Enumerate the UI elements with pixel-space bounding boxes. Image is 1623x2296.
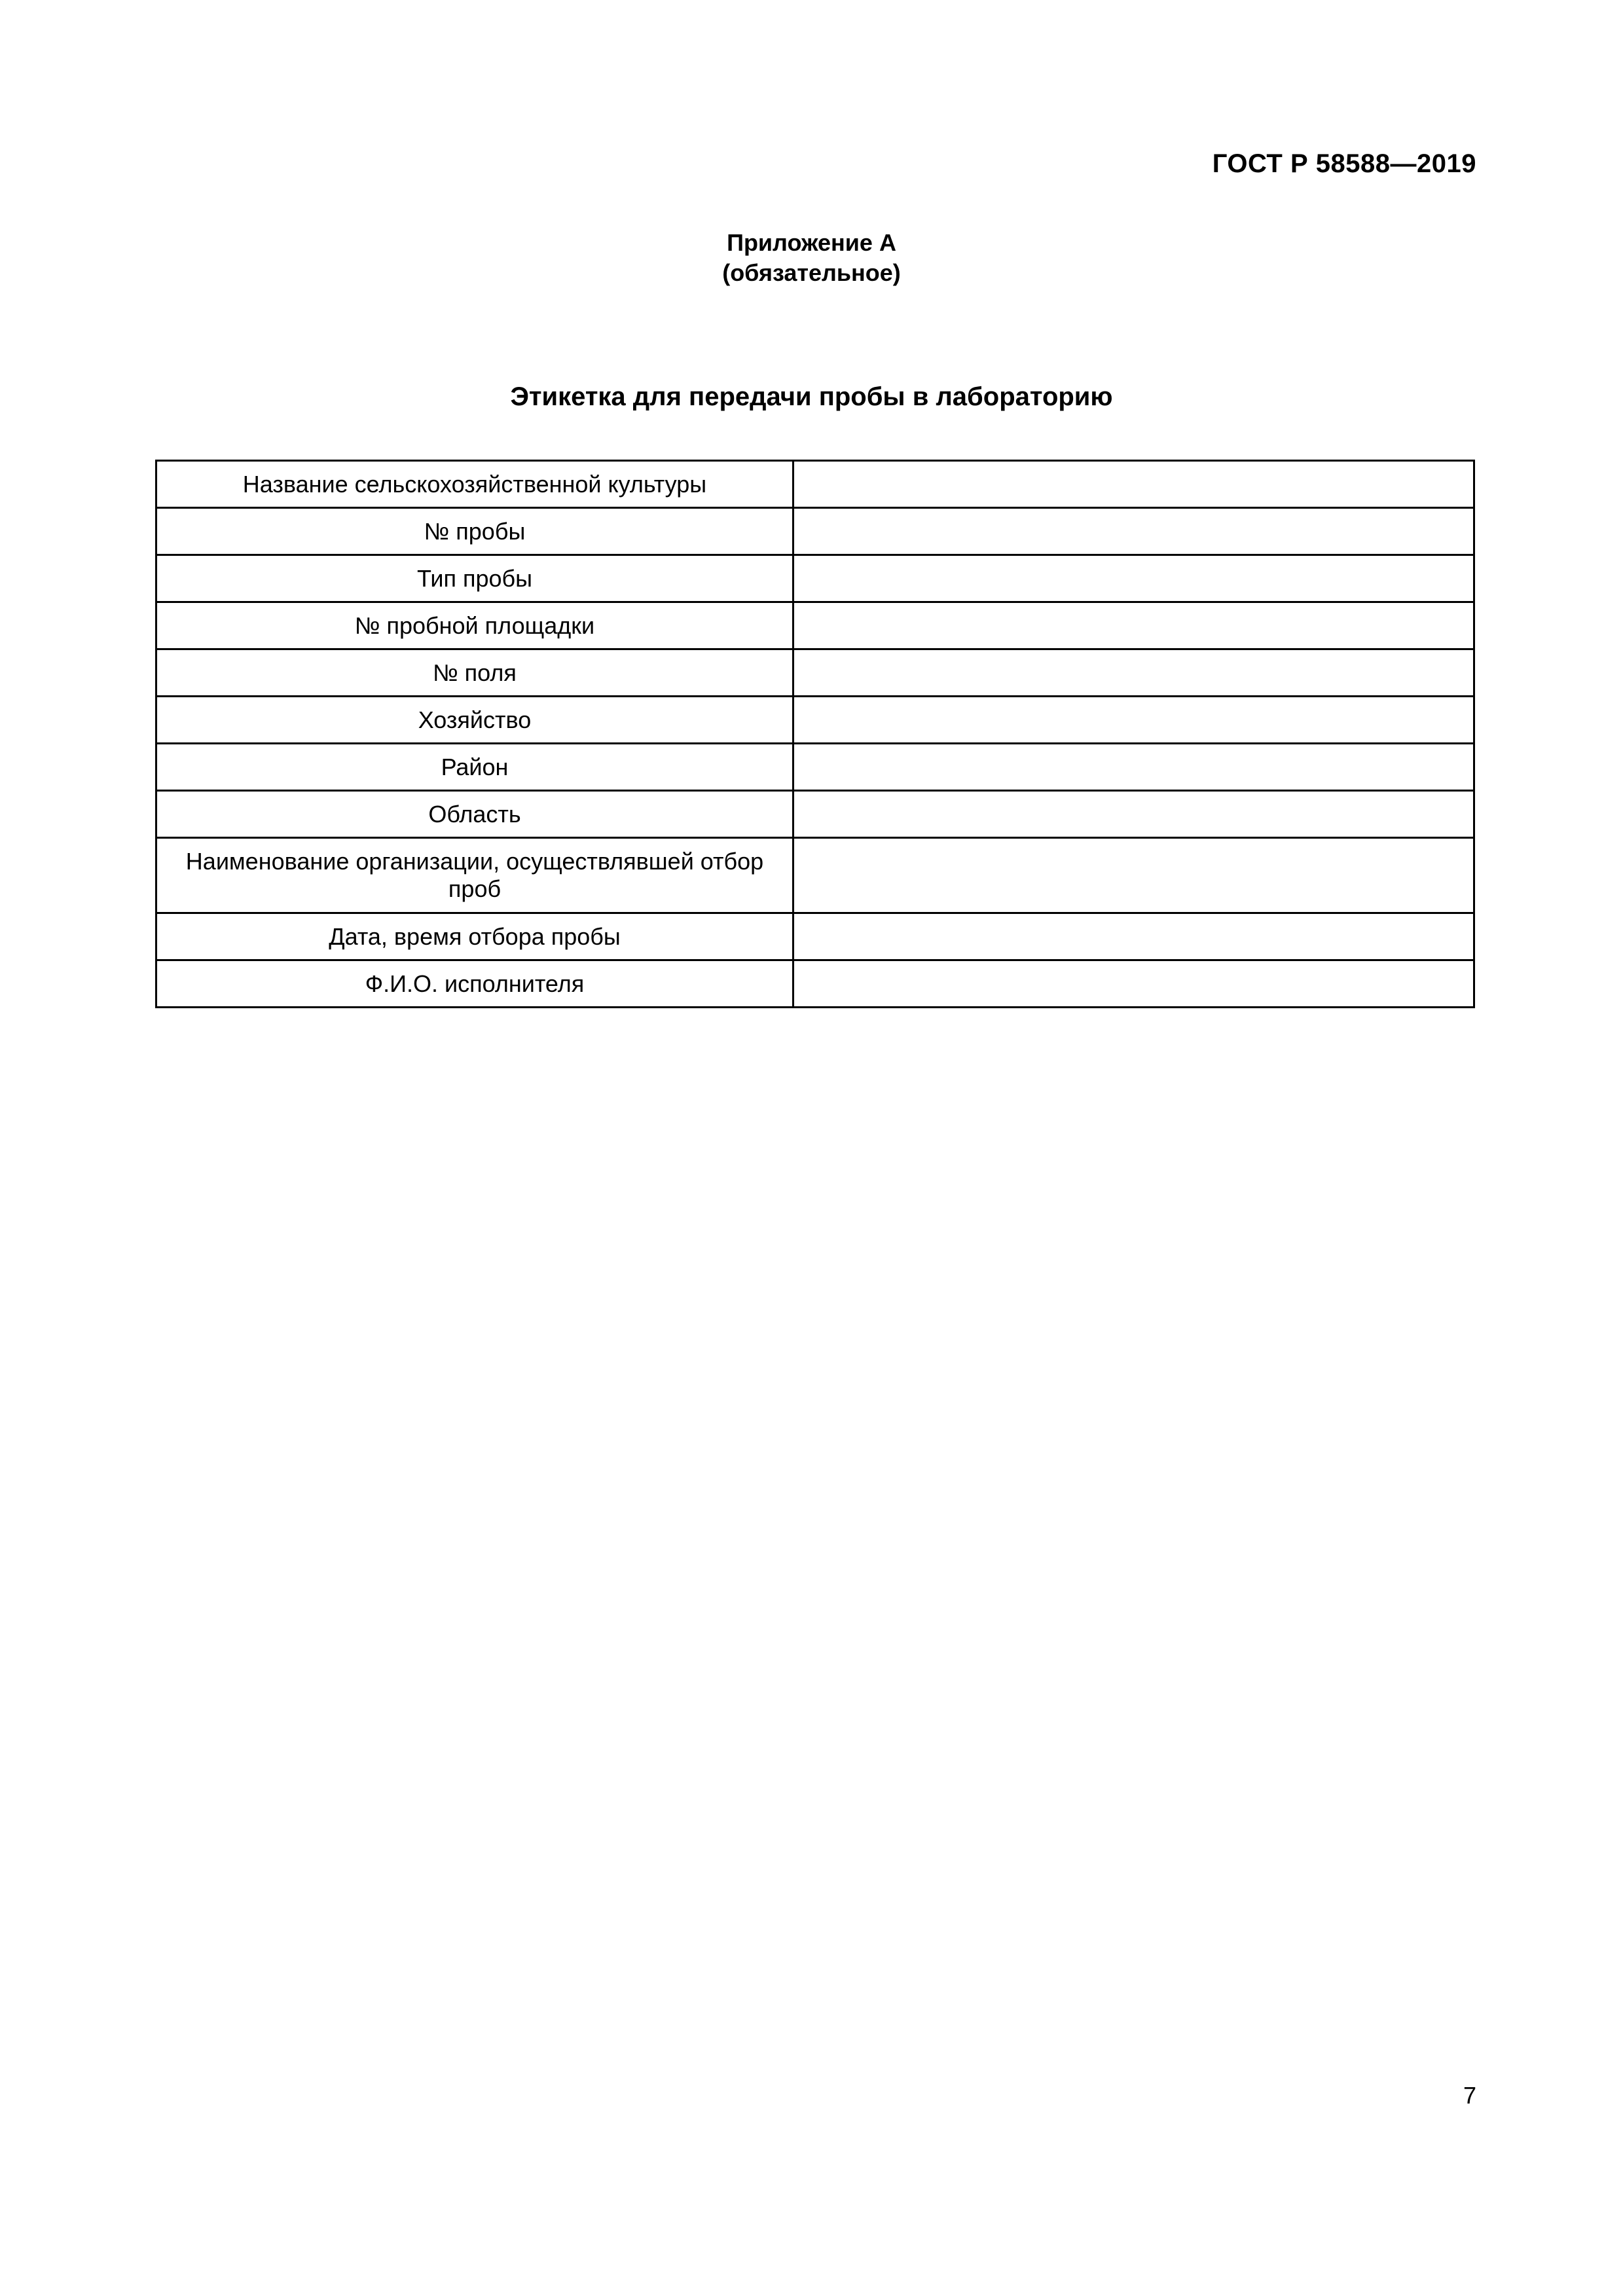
label-title: Этикетка для передачи пробы в лабораторию — [510, 382, 1113, 411]
table-row — [156, 555, 1474, 602]
field-value-cell — [793, 555, 1474, 602]
field-value-cell — [793, 697, 1474, 744]
field-value-cell — [793, 960, 1474, 1008]
table-row — [156, 508, 1474, 555]
field-name-cell: Наименование организации, осуществлявшей отбор проб — [156, 838, 793, 913]
sample-label-table — [155, 460, 1475, 1008]
table-row — [156, 649, 1474, 697]
field-value-cell — [793, 838, 1474, 913]
field-name-cell: Название сельскохозяйственной культуры — [156, 461, 793, 508]
field-value-cell — [793, 508, 1474, 555]
page-number: 7 — [1463, 2082, 1476, 2109]
field-value-cell — [793, 649, 1474, 697]
table-row — [156, 697, 1474, 744]
table-row — [156, 744, 1474, 791]
document-code: ГОСТ Р 58588—2019 — [1212, 149, 1476, 178]
table-row — [156, 960, 1474, 1008]
field-name-cell: Область — [156, 791, 793, 838]
field-name-cell: Район — [156, 744, 793, 791]
appendix-heading — [0, 228, 1623, 288]
table-row — [156, 602, 1474, 649]
field-value-cell — [793, 913, 1474, 960]
field-name-cell: Ф.И.О. исполнителя — [156, 960, 793, 1008]
field-value-cell — [793, 791, 1474, 838]
appendix-title: Приложение А — [727, 229, 896, 256]
table-row — [156, 791, 1474, 838]
field-value-cell — [793, 461, 1474, 508]
field-value-cell — [793, 744, 1474, 791]
table-row — [156, 461, 1474, 508]
field-name-cell: № поля — [156, 649, 793, 697]
field-name-cell: Тип пробы — [156, 555, 793, 602]
table-row — [156, 838, 1474, 913]
field-name-cell: № пробы — [156, 508, 793, 555]
table-row — [156, 913, 1474, 960]
field-value-cell — [793, 602, 1474, 649]
field-name-cell: Хозяйство — [156, 697, 793, 744]
field-name-cell: № пробной площадки — [156, 602, 793, 649]
field-name-cell: Дата, время отбора пробы — [156, 913, 793, 960]
appendix-status: (обязательное) — [722, 259, 901, 286]
